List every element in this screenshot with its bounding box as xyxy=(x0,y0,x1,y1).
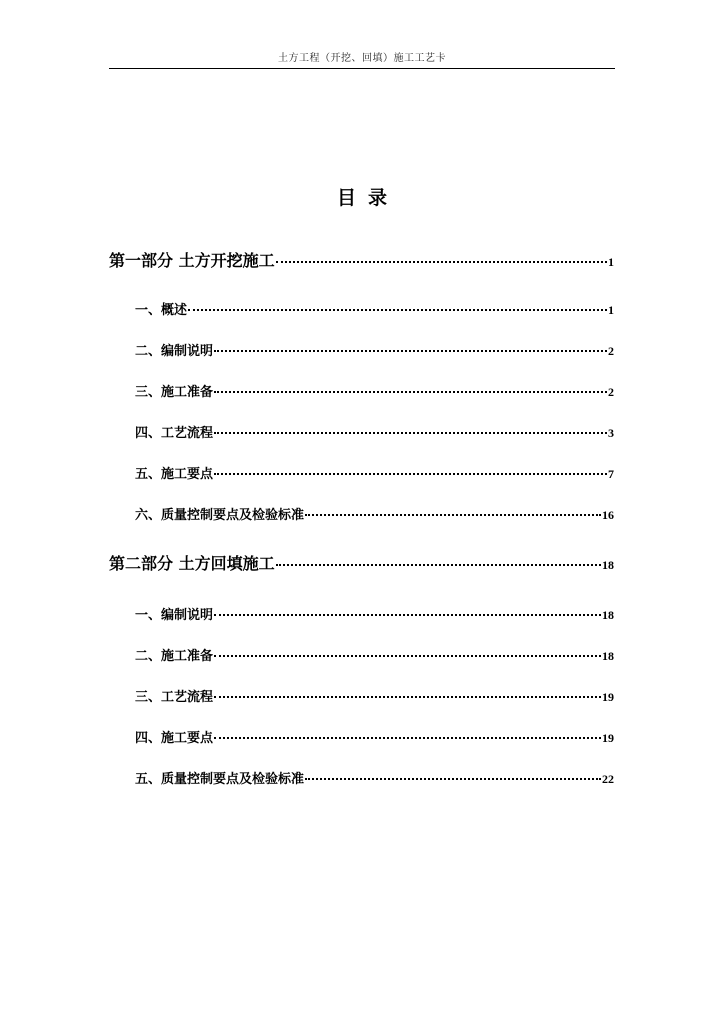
toc-entry[interactable] xyxy=(135,504,614,523)
toc-entry-label: 二、编制说明 xyxy=(135,344,214,359)
toc-entry-label: 五、施工要点 xyxy=(135,467,214,482)
toc-entry[interactable] xyxy=(135,299,614,318)
toc-entry[interactable] xyxy=(135,768,614,787)
toc-entry[interactable] xyxy=(135,686,614,705)
dot-leader xyxy=(214,642,601,657)
toc-entry[interactable] xyxy=(135,422,614,441)
toc-entry-label: 二、施工准备 xyxy=(135,649,214,664)
header-rule xyxy=(109,68,615,69)
dot-leader xyxy=(214,419,607,434)
toc-page-number: 7 xyxy=(608,467,614,481)
dot-leader xyxy=(214,683,601,698)
dot-leader xyxy=(305,765,601,780)
toc-entry[interactable] xyxy=(135,340,614,359)
toc-part-label: 第二部分 土方回填施工 xyxy=(109,554,275,573)
toc-part-label: 第一部分 土方开挖施工 xyxy=(109,251,275,270)
toc-part-2[interactable] xyxy=(109,551,614,574)
toc-page-number: 3 xyxy=(608,426,614,440)
toc-page-number: 18 xyxy=(602,558,614,572)
toc-entry-label: 四、工艺流程 xyxy=(135,426,214,441)
toc-page-number: 22 xyxy=(602,772,614,786)
dot-leader xyxy=(214,337,607,352)
dot-leader xyxy=(214,601,601,616)
toc-page-number: 16 xyxy=(602,508,614,522)
toc-page-number: 1 xyxy=(608,303,614,317)
toc-page-number: 1 xyxy=(608,255,614,269)
toc-part-1[interactable] xyxy=(109,248,614,271)
toc-entry-label: 一、概述 xyxy=(135,303,188,318)
toc-page-number: 18 xyxy=(602,608,614,622)
dot-leader xyxy=(305,501,601,516)
toc-entry[interactable] xyxy=(135,604,614,623)
toc-entry-label: 五、质量控制要点及检验标准 xyxy=(135,772,305,787)
toc-entry-label: 四、施工要点 xyxy=(135,731,214,746)
toc-page-number: 18 xyxy=(602,649,614,663)
toc-page-number: 2 xyxy=(608,344,614,358)
dot-leader xyxy=(214,460,607,475)
dot-leader xyxy=(276,548,601,566)
toc-entry-label: 一、编制说明 xyxy=(135,608,214,623)
dot-leader xyxy=(214,724,601,739)
toc-entry[interactable] xyxy=(135,645,614,664)
dot-leader xyxy=(276,245,607,263)
toc-entry[interactable] xyxy=(135,381,614,400)
toc-page-number: 19 xyxy=(602,690,614,704)
toc-entry-label: 三、施工准备 xyxy=(135,385,214,400)
dot-leader xyxy=(188,296,607,311)
toc-page-number: 2 xyxy=(608,385,614,399)
toc-entry[interactable] xyxy=(135,463,614,482)
toc-entry[interactable] xyxy=(135,727,614,746)
toc-title: 目录 xyxy=(336,187,399,209)
page-header: 土方工程（开挖、回填）施工工艺卡 xyxy=(278,53,446,64)
toc-entry-label: 六、质量控制要点及检验标准 xyxy=(135,508,305,523)
dot-leader xyxy=(214,378,607,393)
toc-entry-label: 三、工艺流程 xyxy=(135,690,214,705)
toc-page-number: 19 xyxy=(602,731,614,745)
